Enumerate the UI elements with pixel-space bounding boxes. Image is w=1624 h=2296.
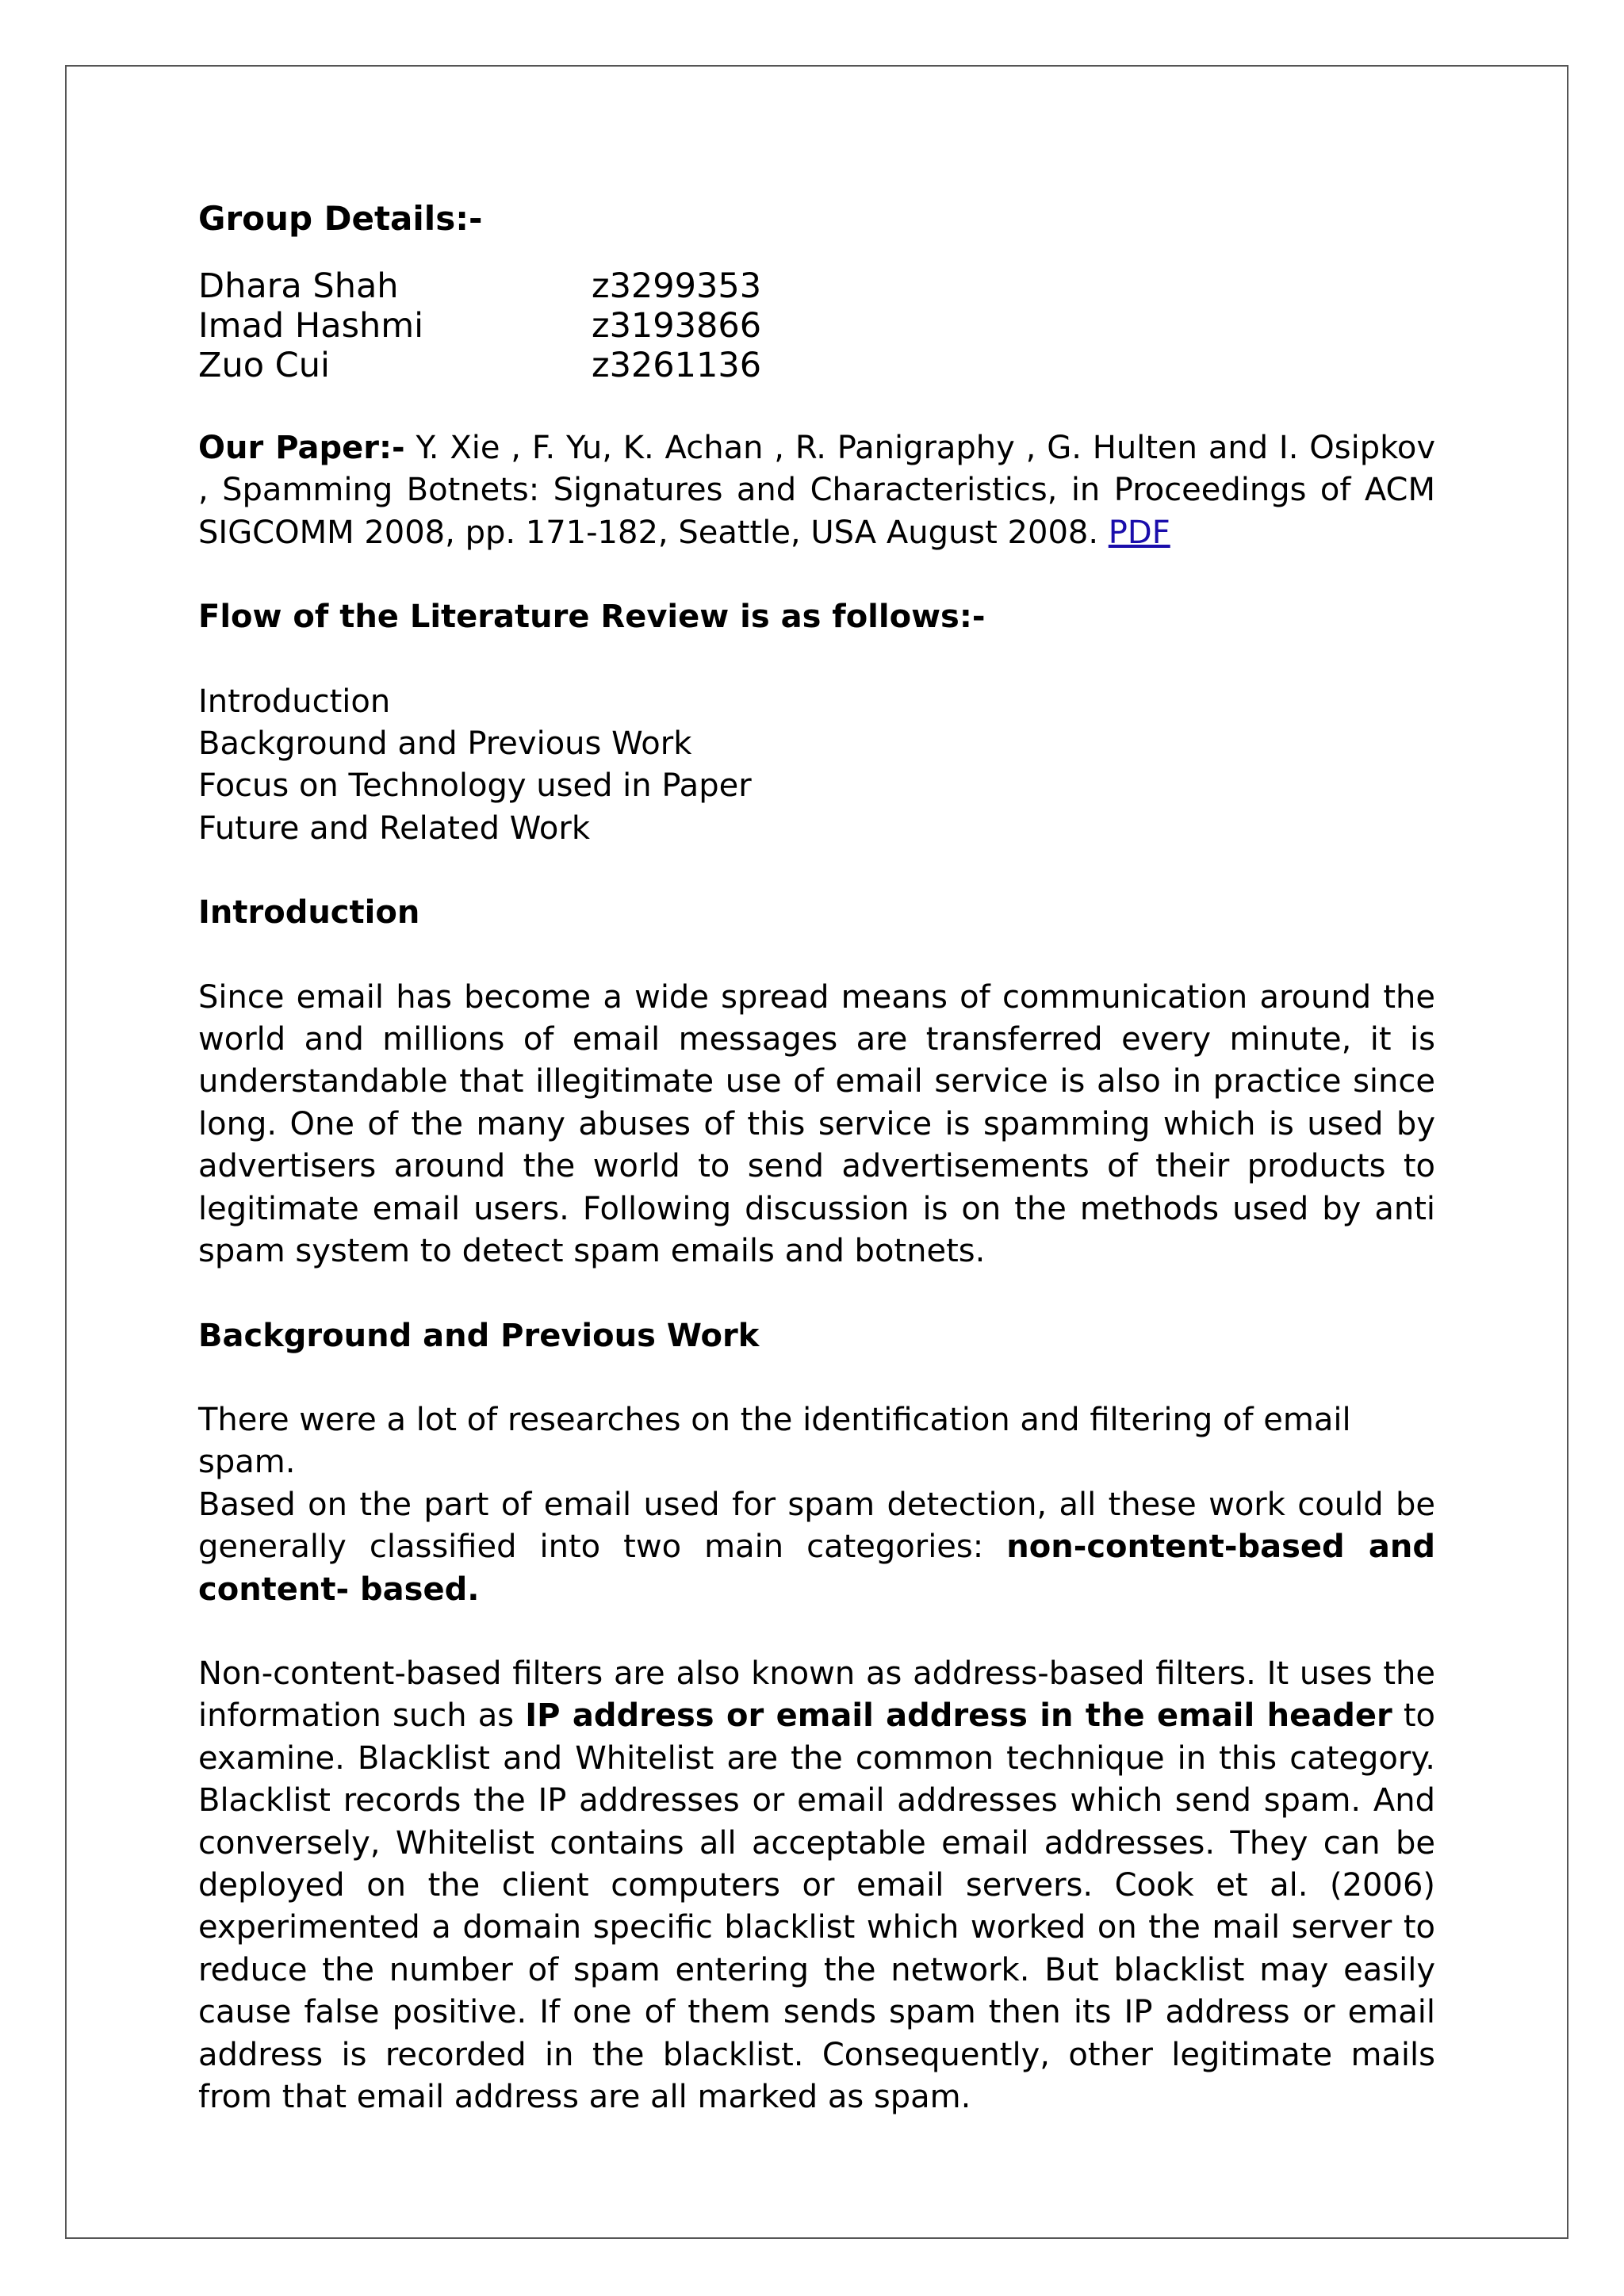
categories-bold: non-content-based and content- based.	[198, 1529, 1436, 1608]
member-id: z3261136	[592, 346, 762, 385]
ip-address-bold: IP address or email address in the email header	[525, 1697, 1392, 1735]
group-details-heading: Group Details:-	[198, 199, 483, 238]
flow-list	[198, 681, 1435, 851]
list-item: Background and Previous Work	[198, 725, 692, 763]
member-name: Zuo Cui	[198, 346, 330, 385]
background-line-1: There were a lot of researches on the identification and filtering of email spam.	[198, 1401, 1351, 1481]
paper-citation-text: Y. Xie , F. Yu, K. Achan , R. Panigraphy , G. Hulten and I. Osipkov , Spamming Botnets: Signatures and Characteristics, in Proceedings of ACM SIGCOMM 2008, pp. 171-182, Seattle, USA August 2008.	[198, 430, 1436, 551]
pdf-link[interactable]: PDF	[1108, 514, 1170, 551]
member-row	[198, 306, 1435, 346]
background-text: to examine. Blacklist and Whitelist are the common technique in this category. Blacklist records the IP addresses or email addresses which send spam. And conversely, Whitelist contains all acceptable email addresses. They can be deployed on the client computers or email servers. Cook et al. (2006) experimented a domain specific blacklist which worked on the mail server to reduce the number of spam entering the network. But blacklist may easily cause false positive. If one of them sends spam then its IP address or email address is recorded in the blacklist. Consequently, other legitimate mails from that email address are all marked as spam.	[198, 1697, 1436, 2115]
member-id: z3299353	[592, 266, 762, 306]
background-heading: Background and Previous Work	[198, 1317, 760, 1354]
member-id: z3193866	[592, 306, 762, 346]
member-row	[198, 266, 1435, 306]
list-item: Focus on Technology used in Paper	[198, 767, 752, 805]
introduction-heading: Introduction	[198, 894, 420, 932]
background-paragraph-1	[198, 1399, 1435, 1611]
document-body	[198, 187, 1435, 2118]
member-list	[198, 266, 1435, 385]
background-paragraph-1-rest	[198, 1484, 1435, 1611]
background-text: Based on the part of email used for spam detection, all these work could be generally classified into two main categories:	[198, 1486, 1435, 1566]
background-paragraph-2	[198, 1653, 1435, 2118]
paper-citation	[198, 427, 1435, 554]
member-name: Dhara Shah	[198, 266, 399, 306]
flow-heading: Flow of the Literature Review is as follows:-	[198, 599, 986, 636]
paper-label: Our Paper:-	[198, 430, 405, 466]
introduction-paragraph: Since email has become a wide spread means of communication around the world and millions of email messages are transferred every minute, it is understandable that illegitimate use of email service is also in practice since long. One of the many abuses of this service is spamming which is used by advertisers around the world to send advertisements of their products to legitimate email users. Following discussion is on the methods used by anti spam system to detect spam emails and botnets.	[198, 978, 1435, 1270]
list-item: Introduction	[198, 683, 391, 720]
background-text: Non-content-based filters are also known as address-based filters. It uses the information such as	[198, 1655, 1435, 1735]
member-row	[198, 346, 1435, 385]
member-name: Imad Hashmi	[198, 306, 424, 346]
list-item: Future and Related Work	[198, 809, 590, 847]
